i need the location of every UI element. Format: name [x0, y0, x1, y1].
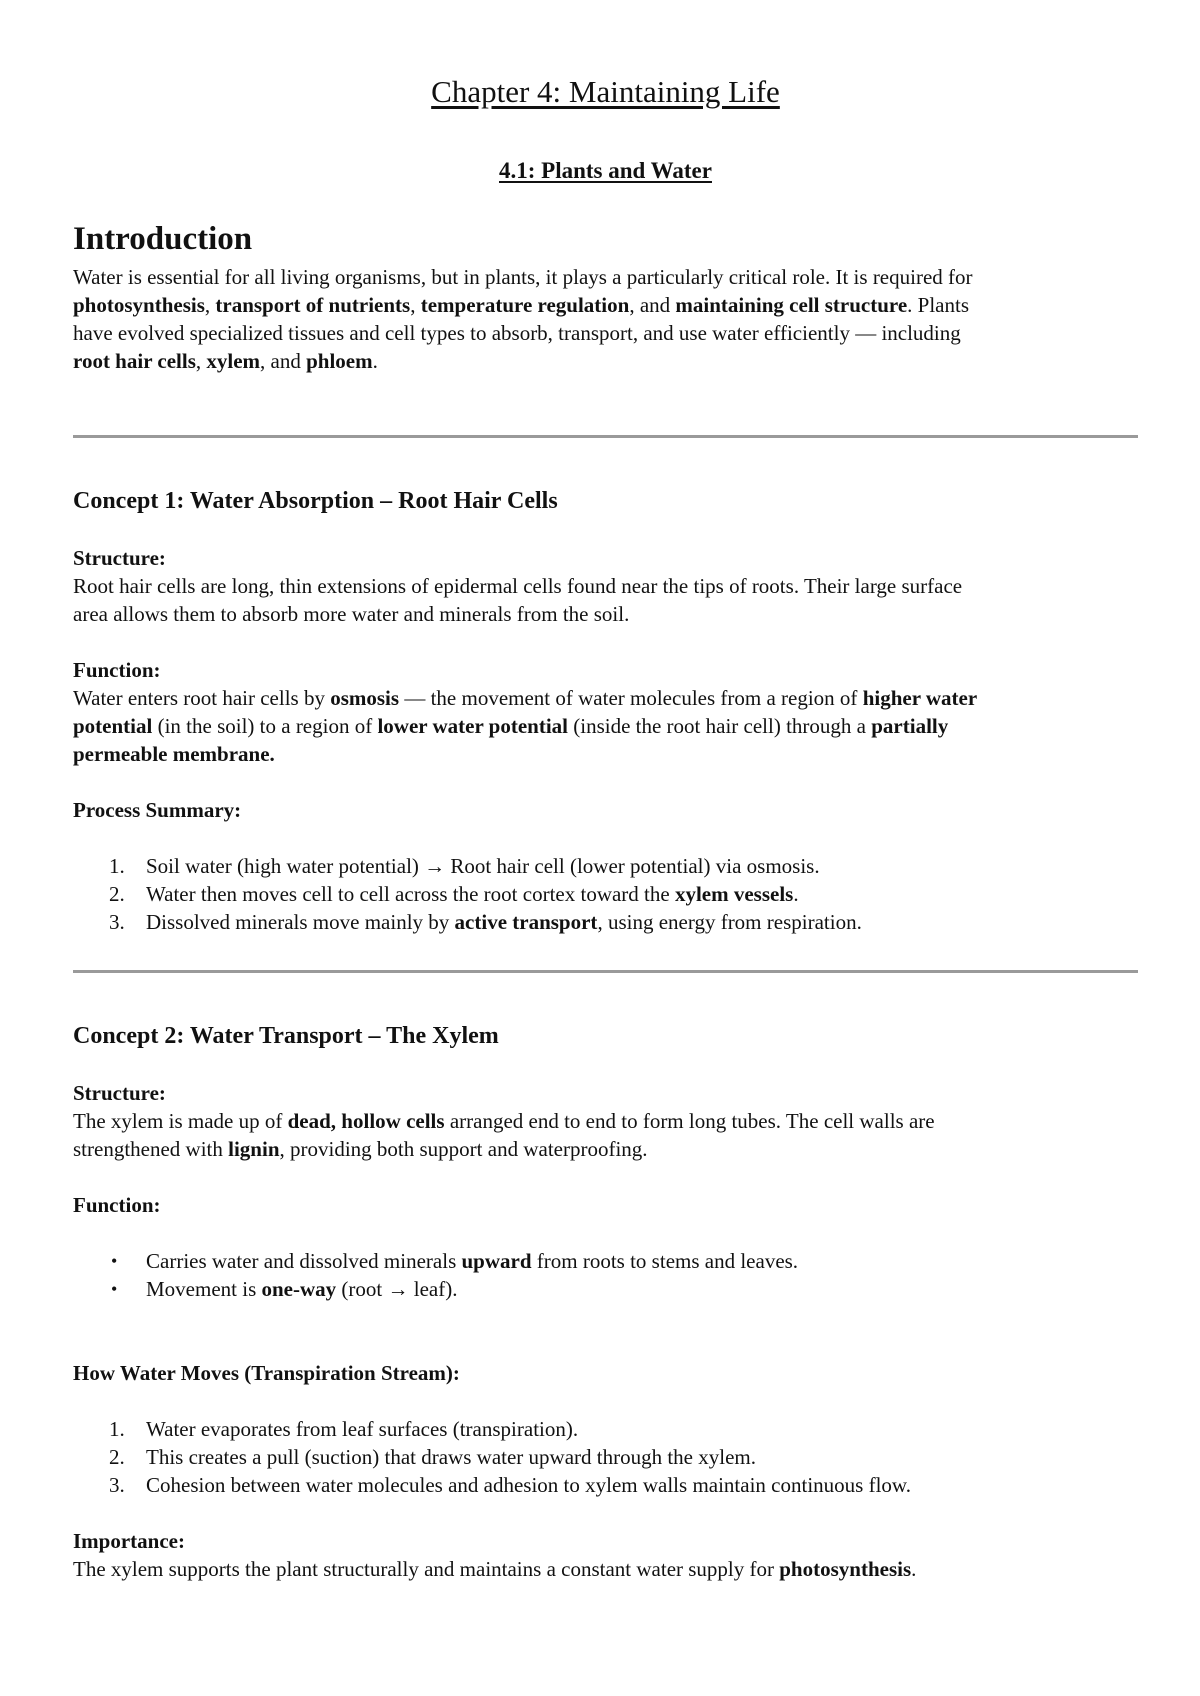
list-text: . — [793, 882, 799, 906]
structure-line: Root hair cells are long, thin extensions of epidermal cells found near the tips of roots. Their large surface — [73, 574, 963, 598]
intro-term-photosynthesis: photosynthesis — [73, 293, 205, 317]
section-divider — [73, 970, 1138, 973]
list-text: Movement is — [146, 1277, 262, 1301]
list-item — [73, 1275, 1138, 1303]
structure-text: , providing both support and waterproofing. — [279, 1137, 648, 1161]
list-text: Water evaporates from leaf surfaces (transpiration). — [146, 1417, 579, 1441]
concept-1-structure-text — [73, 572, 1138, 628]
term-permeable-membrane: permeable membrane. — [73, 742, 275, 766]
concept-1-function-text — [73, 684, 1138, 768]
term-lower-water-potential: lower water potential — [377, 714, 568, 738]
intro-text: have evolved specialized tissues and cell types to absorb, transport, and use water efficiently — including — [73, 321, 961, 345]
function-text: (inside the root hair cell) through a — [568, 714, 872, 738]
importance-text: The xylem supports the plant structurally and maintains a constant water supply for — [73, 1557, 780, 1581]
list-term: one-way — [261, 1277, 337, 1301]
term-lignin: lignin — [228, 1137, 280, 1161]
concept-2-function-list — [73, 1247, 1138, 1303]
list-text: (root → leaf). — [336, 1277, 458, 1301]
intro-term-temperature: temperature regulation — [420, 293, 630, 317]
introduction-heading: Introduction — [73, 221, 253, 257]
bullet-icon: • — [111, 1279, 118, 1299]
list-text: , using energy from respiration. — [597, 910, 862, 934]
concept-1-process-list — [73, 852, 1138, 936]
chapter-title: Chapter 4: Maintaining Life — [431, 74, 780, 109]
list-item — [73, 852, 1138, 880]
function-text: (in the soil) to a region of — [152, 714, 378, 738]
intro-sep: , and — [629, 293, 676, 317]
introduction-paragraph — [73, 263, 1138, 375]
structure-text: strengthened with — [73, 1137, 229, 1161]
list-text: Water then moves cell to cell across the root cortex toward the — [146, 882, 675, 906]
section-divider — [73, 435, 1138, 438]
list-number: 2. — [109, 1445, 125, 1469]
intro-sep: , — [410, 293, 421, 317]
list-number: 1. — [109, 854, 125, 878]
term-higher-water: higher water — [862, 686, 978, 710]
structure-line: area allows them to absorb more water and minerals from the soil. — [73, 602, 630, 626]
structure-text: The xylem is made up of — [73, 1109, 288, 1133]
list-term: xylem vessels — [674, 882, 794, 906]
list-item — [73, 1443, 1138, 1471]
list-text: Carries water and dissolved minerals — [146, 1249, 462, 1273]
term-potential: potential — [73, 714, 153, 738]
intro-term-root-hair: root hair cells — [73, 349, 196, 373]
term-dead-hollow-cells: dead, hollow cells — [287, 1109, 445, 1133]
term-osmosis: osmosis — [330, 686, 400, 710]
concept-1-function-label: Function: — [73, 658, 161, 682]
list-item — [73, 1247, 1138, 1275]
concept-2-structure-text — [73, 1107, 1138, 1163]
concept-1-structure-label: Structure: — [73, 546, 166, 570]
list-number: 1. — [109, 1417, 125, 1441]
list-text: from roots to stems and leaves. — [531, 1249, 799, 1273]
concept-2-structure-label: Structure: — [73, 1081, 166, 1105]
concept-2-how-list — [73, 1415, 1138, 1499]
list-item — [73, 1471, 1138, 1499]
term-photosynthesis: photosynthesis — [779, 1557, 912, 1581]
list-number: 2. — [109, 882, 125, 906]
list-item — [73, 880, 1138, 908]
intro-term-transport: transport of nutrients — [215, 293, 411, 317]
term-partially: partially — [871, 714, 949, 738]
intro-sep: , — [195, 349, 207, 373]
concept-2-heading: Concept 2: Water Transport – The Xylem — [73, 1023, 499, 1049]
intro-sep: . Plants — [907, 293, 970, 317]
intro-term-cell-structure: maintaining cell structure — [675, 293, 908, 317]
list-term: upward — [461, 1249, 532, 1273]
concept-2-how-label: How Water Moves (Transpiration Stream): — [73, 1361, 460, 1385]
concept-2-importance-text — [73, 1555, 1138, 1583]
section-title: 4.1: Plants and Water — [499, 158, 712, 183]
list-number: 3. — [109, 910, 125, 934]
structure-text: arranged end to end to form long tubes. The cell walls are — [444, 1109, 935, 1133]
function-text: — the movement of water molecules from a region of — [399, 686, 863, 710]
list-item — [73, 1415, 1138, 1443]
concept-1-heading: Concept 1: Water Absorption – Root Hair Cells — [73, 488, 558, 514]
list-text: This creates a pull (suction) that draws water upward through the xylem. — [146, 1445, 756, 1469]
bullet-icon: • — [111, 1251, 118, 1271]
intro-sep: . — [372, 349, 378, 373]
intro-sep: , — [204, 293, 216, 317]
list-item — [73, 908, 1138, 936]
concept-1-process-label: Process Summary: — [73, 798, 242, 822]
list-text: Dissolved minerals move mainly by — [146, 910, 455, 934]
intro-sep: , and — [260, 349, 307, 373]
list-text: Cohesion between water molecules and adhesion to xylem walls maintain continuous flow. — [146, 1473, 911, 1497]
intro-text: Water is essential for all living organisms, but in plants, it plays a particularly critical role. It is required for — [73, 265, 973, 289]
concept-2-function-label: Function: — [73, 1193, 161, 1217]
intro-term-phloem: phloem — [306, 349, 373, 373]
concept-2-importance-label: Importance: — [73, 1529, 185, 1553]
function-text: Water enters root hair cells by — [73, 686, 331, 710]
list-text: Soil water (high water potential) → Root hair cell (lower potential) via osmosis. — [146, 854, 820, 878]
list-number: 3. — [109, 1473, 125, 1497]
intro-term-xylem: xylem — [206, 349, 261, 373]
list-term: active transport — [454, 910, 598, 934]
importance-text: . — [911, 1557, 917, 1581]
